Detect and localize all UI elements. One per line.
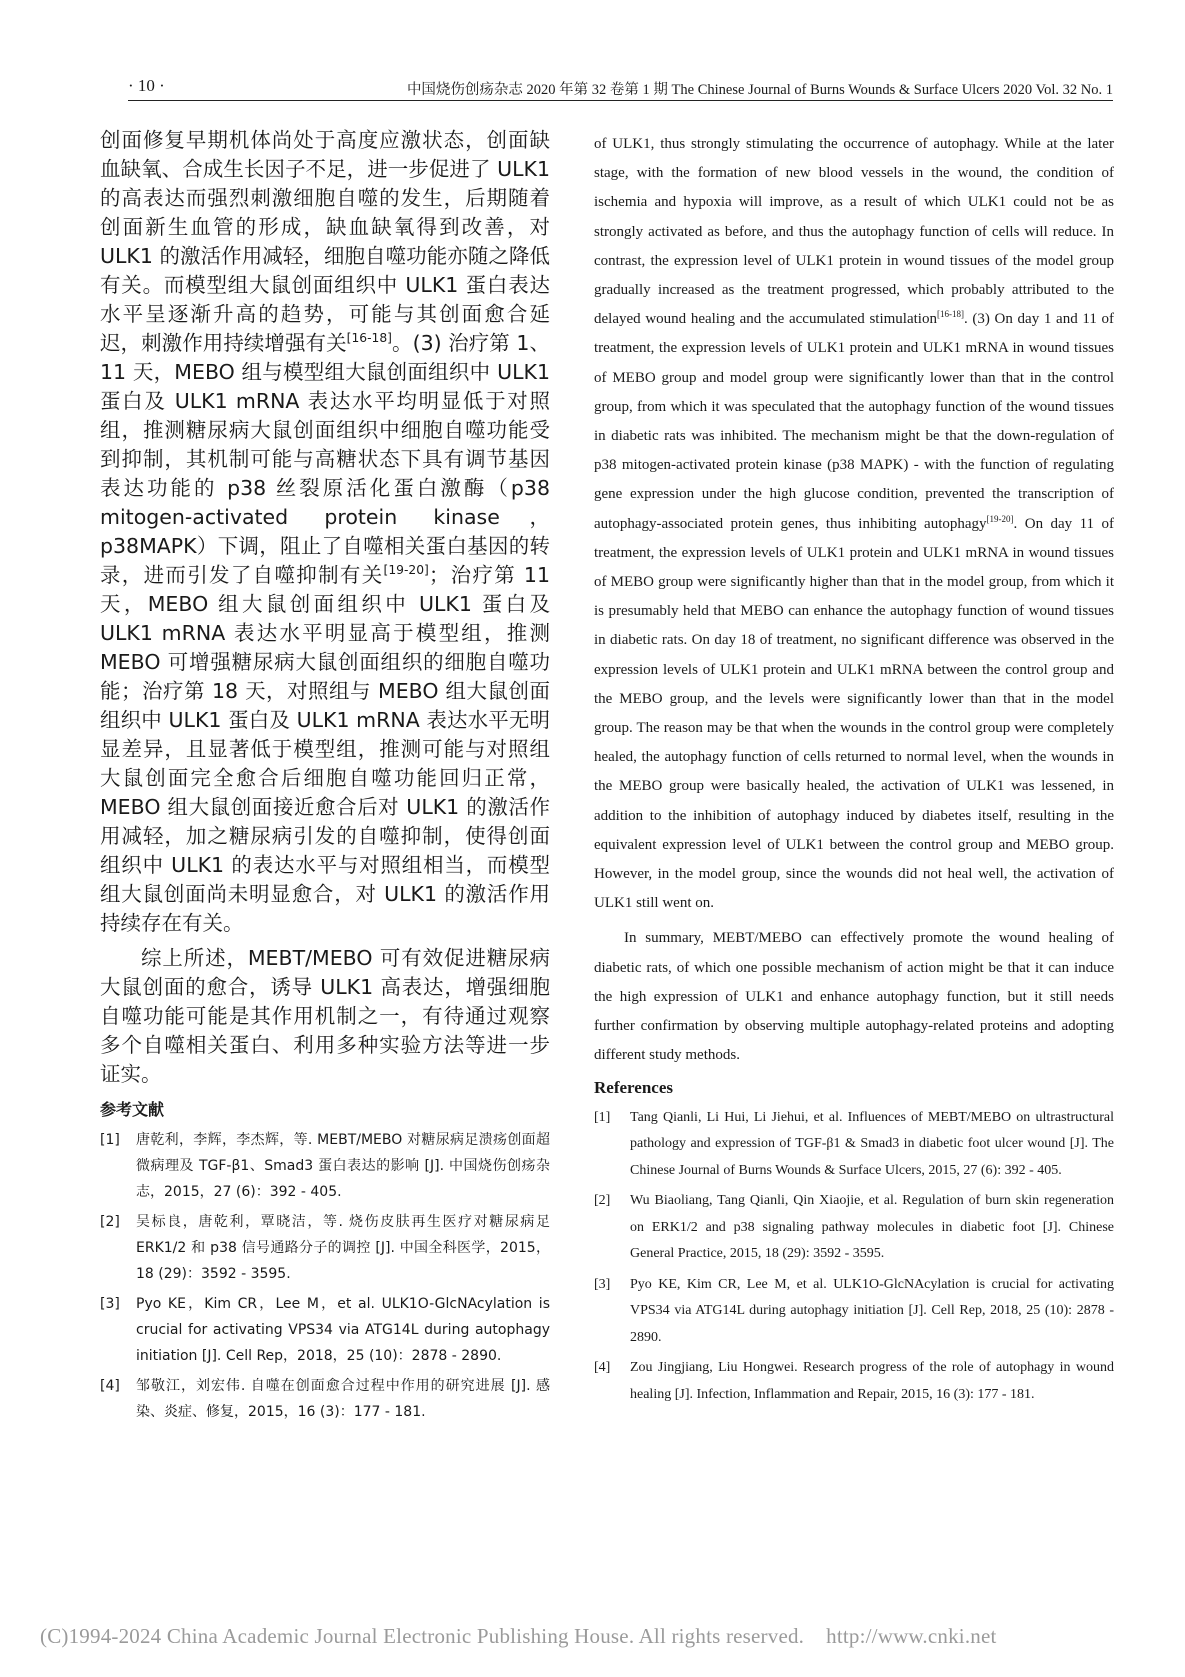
reference-item: [3] Pyo KE，Kim CR，Lee M，et al. ULK1O-GlcNAcylation is crucial for activating VPS34 via ATG14L during autophagy initiation [J]. Cell Rep，2018，25 (10)：2878 - 2890. [100, 1296, 550, 1364]
chinese-discussion-paragraph: 创面修复早期机体尚处于高度应激状态，创面缺血缺氧、合成生长因子不足，进一步促进了 ULK1 的高表达而强烈刺激细胞自噬的发生，后期随着创面新生血管的形成，缺血缺氧得到改善，对 ULK1 的激活作用减轻，细胞自噬功能亦随之降低有关。而模型组大鼠创面组织中 ULK1 蛋白表达水平呈逐渐升高的趋势，可能与其创面愈合延迟，刺激作用持续增强有关[16-18]。(3) 治疗第 1、11 天，MEBO 组与模型组大鼠创面组织中 ULK1 蛋白及 ULK1 mRNA 表达水平均明显低于对照组，推测糖尿病大鼠创面组织中细胞自噬功能受到抑制，其机制可能与高糖状态下具有调节基因表达功能的 p38 丝裂原活化蛋白激酶（p38 mitogen-activated protein kinase，p38MAPK）下调，阻止了自噬相关蛋白基因的转录，进而引发了自噬抑制有关[19-20]；治疗第 11 天，MEBO 组大鼠创面组织中 ULK1 蛋白及 ULK1 mRNA 表达水平明显高于模型组，推测 MEBO 可增强糖尿病大鼠创面组织的细胞自噬功能；治疗第 18 天，对照组与 MEBO 组大鼠创面组织中 ULK1 蛋白及 ULK1 mRNA 表达水平无明显差异，且显著低于模型组，推测可能与对照组大鼠创面完全愈合后细胞自噬功能回归正常，MEBO 组大鼠创面接近愈合后对 ULK1 的激活作用减轻，加之糖尿病引发的自噬抑制，使得创面组织中 ULK1 的表达水平与对照组相当，而模型组大鼠创面尚未明显愈合，对 ULK1 的激活作用持续存在有关。 [100, 128, 551, 935]
english-text-column [594, 130, 1114, 1408]
citation-link[interactable]: [16-18] [346, 331, 392, 346]
reference-item: [3] Pyo KE, Kim CR, Lee M, et al. ULK1O-GlcNAcylation is crucial for activating VPS34 via ATG14L during autophagy initiation [J]. Cell Rep, 2018, 25 (10): 2878 - 2890. [594, 1276, 1114, 1345]
reference-item: [1] Tang Qianli, Li Hui, Li Jiehui, et al. Influences of MEBT/MEBO on ultrastructural pathology and expression of TGF-β1 & Smad3 in diabetic foot ulcer wound [J]. The Chinese Journal of Burns Wounds & Surface Ulcers, 2015, 27 (6): 392 - 405. [594, 1109, 1114, 1178]
publisher-url-link[interactable]: http://www.cnki.net [826, 1624, 997, 1648]
copyright-text: (C)1994-2024 China Academic Journal Electronic Publishing House. All rights reserved. [40, 1624, 805, 1648]
references-heading-en: References [594, 1077, 673, 1097]
reference-item: [1] 唐乾利，李辉，李杰辉，等. MEBT/MEBO 对糖尿病足溃疡创面超微病理及 TGF-β1、Smad3 蛋白表达的影响 [J]. 中国烧伤创疡杂志，2015，27 (6)：392 - 405. [100, 1132, 550, 1200]
running-header [128, 74, 1113, 101]
references-list-cn [100, 1127, 550, 1425]
english-discussion-paragraph: of ULK1, thus strongly stimulating the occurrence of autophagy. While at the later stage, with the formation of new blood vessels in the wound, the condition of ischemia and hypoxia will improve, as a result of which ULK1 could not be as strongly activated as before, and thus the autophagy function of cells will reduce. In contrast, the expression level of ULK1 protein in wound tissues of the model group gradually increased as the treatment progressed, which probably attributed to the delayed wound healing and the accumulated stimulation[16-18]. (3) On day 1 and 11 of treatment, the expression levels of ULK1 protein and ULK1 mRNA in wound tissues of MEBO group and model group were significantly lower than that in the control group, from which it was speculated that the autophagy function of the wound tissues in diabetic rats was inhibited. The mechanism might be that the down-regulation of p38 mitogen-activated protein kinase (p38 MAPK) - with the function of regulating gene expression under the high glucose condition, prevented the transcription of autophagy-associated protein genes, thus inhibiting autophagy[19-20]. On day 11 of treatment, the expression levels of ULK1 protein and ULK1 mRNA in wound tissues of MEBO group were significantly higher than that in the model group, from which it is presumably held that MEBO can enhance the autophagy function of wound tissues in diabetic rats. On day 18 of treatment, no significant difference was observed in the expression levels of ULK1 protein and ULK1 mRNA between the control group and the MEBO group, and the levels were significantly lower than that in the model group. The reason may be that when the wounds in the control group were completely healed, the autophagy function of cells returned to normal level, when the wounds in the MEBO group were basically healed, the activation of ULK1 was lessened, in addition to the inhibition of autophagy induced by diabetes itself, resulting in the equivalent expression level of ULK1 between the control group and MEBO group. However, in the model group, since the wounds did not heal well, the activation of ULK1 still went on. [594, 136, 1114, 912]
journal-citation-line: 中国烧伤创疡杂志 2020 年第 32 卷第 1 期 The Chinese Journal of Burns Wounds & Surface Ulcers 2020 Vol. 32 No. 1 [406, 82, 1113, 98]
chinese-summary-paragraph: 综上所述，MEBT/MEBO 可有效促进糖尿病大鼠创面的愈合，诱导 ULK1 高表达，增强细胞自噬功能可能是其作用机制之一，有待通过观察多个自噬相关蛋白、利用多种实验方法等进一步证实。 [100, 946, 550, 1086]
chinese-text-column [100, 126, 550, 1425]
citation-link[interactable]: [19-20] [383, 563, 429, 578]
references-heading-cn: 参考文献 [100, 1100, 165, 1119]
reference-item: [2] Wu Biaoliang, Tang Qianli, Qin Xiaojie, et al. Regulation of burn skin regeneration on ERK1/2 and p38 signaling pathway molecules in diabetic foot [J]. Chinese General Practice, 2015, 18 (29): 3592 - 3595. [594, 1193, 1114, 1261]
citation-link[interactable]: [16-18] [936, 309, 964, 320]
copyright-footer [40, 1624, 1145, 1649]
references-list-en [594, 1105, 1114, 1409]
citation-link[interactable]: [19-20] [986, 513, 1014, 524]
english-summary-paragraph: In summary, MEBT/MEBO can effectively promote the wound healing of diabetic rats, of which one possible mechanism of action might be that it can induce the high expression of ULK1 and enhance autophagy function, but it still needs further confirmation by observing multiple autophagy-related proteins and adopting different study methods. [594, 930, 1114, 1064]
reference-item: [2] 吴标良，唐乾利，覃晓洁，等. 烧伤皮肤再生医疗对糖尿病足 ERK1/2 和 p38 信号通路分子的调控 [J]. 中国全科医学，2015，18 (29)：3592 - 3595. [100, 1214, 550, 1282]
page-number: · 10 · [128, 76, 165, 95]
reference-item: [4] 邹敬江，刘宏伟. 自噬在创面愈合过程中作用的研究进展 [J]. 感染、炎症、修复，2015，16 (3)：177 - 181. [100, 1378, 550, 1420]
reference-item: [4] Zou Jingjiang, Liu Hongwei. Research progress of the role of autophagy in wound healing [J]. Infection, Inflammation and Repair, 2015, 16 (3): 177 - 181. [594, 1360, 1114, 1402]
